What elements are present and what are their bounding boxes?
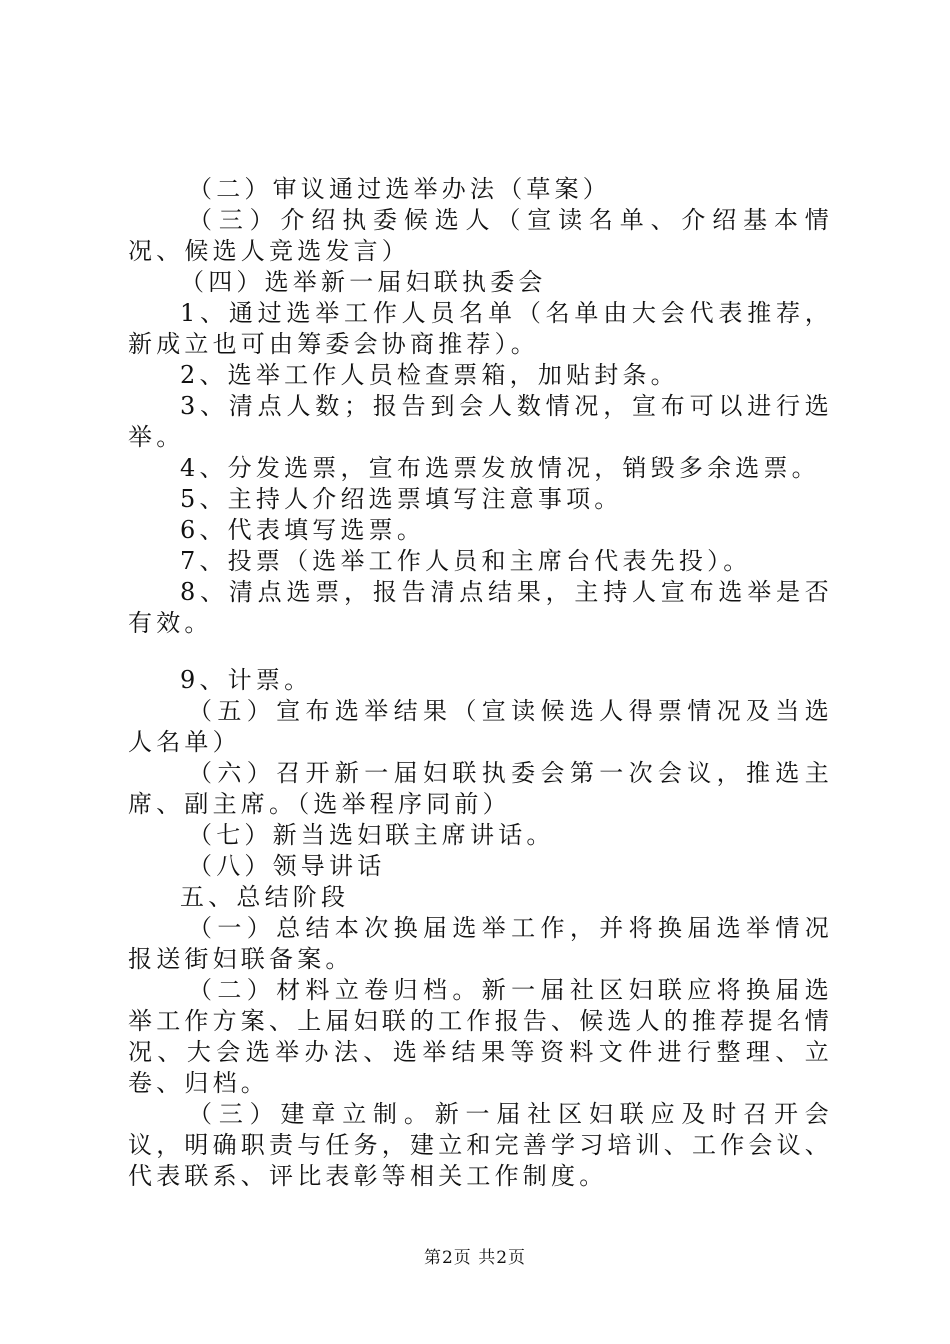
- list-item-step-3: 3、清点人数；报告到会人数情况，宣布可以进行选举。: [128, 392, 833, 451]
- list-item-step-6: 6、代表填写选票。: [180, 516, 426, 544]
- list-item-step-7: 7、投票（选举工作人员和主席台代表先投）。: [180, 547, 752, 575]
- list-item-step-1: 1、通过选举工作人员名单（名单由大会代表推荐，新成立也可由筹委会协商推荐）。: [128, 299, 833, 358]
- paragraph-chair-speech: （七）新当选妇联主席讲话。: [188, 821, 555, 849]
- list-item-step-9: 9、计票。: [180, 666, 313, 694]
- page-number-footer: 第2页 共2页: [423, 1248, 527, 1268]
- list-item-step-8: 8、清点选票，报告清点结果，主持人宣布选举是否有效。: [128, 578, 833, 637]
- paragraph-announce-results: （五）宣布选举结果（宣读候选人得票情况及当选人名单）: [128, 697, 833, 756]
- paragraph-elect-committee: （四）选举新一届妇联执委会: [180, 268, 547, 296]
- list-item-step-5: 5、主持人介绍选票填写注意事项。: [180, 485, 623, 513]
- paragraph-summarize-work: （一）总结本次换届选举工作，并将换届选举情况报送街妇联备案。: [128, 914, 833, 973]
- paragraph-review-election-method: （二）审议通过选举办法（草案）: [188, 175, 611, 203]
- paragraph-establish-rules: （三）建章立制。新一届社区妇联应及时召开会议，明确职责与任务，建立和完善学习培训、工作会议、代表联系、评比表彰等相关工作制度。: [128, 1100, 833, 1190]
- document-body: [128, 174, 833, 1192]
- paragraph-introduce-candidates: （三）介绍执委候选人（宣读名单、介绍基本情况、候选人竞选发言）: [128, 206, 833, 265]
- list-item-step-4: 4、分发选票，宣布选票发放情况，销毁多余选票。: [180, 454, 820, 482]
- paragraph-archive-materials: （二）材料立卷归档。新一届社区妇联应将换届选举工作方案、上届妇联的工作报告、候选人的推荐提名情况、大会选举办法、选举结果等资料文件进行整理、立卷、归档。: [128, 976, 833, 1097]
- list-item-step-2: 2、选举工作人员检查票箱，加贴封条。: [180, 361, 679, 389]
- blank-line: [128, 639, 833, 665]
- paragraph-first-meeting: （六）召开新一届妇联执委会第一次会议，推选主席、副主席。（选举程序同前）: [128, 759, 833, 818]
- section-heading-summary: 五、总结阶段: [180, 883, 350, 911]
- paragraph-leader-speech: （八）领导讲话: [188, 852, 386, 880]
